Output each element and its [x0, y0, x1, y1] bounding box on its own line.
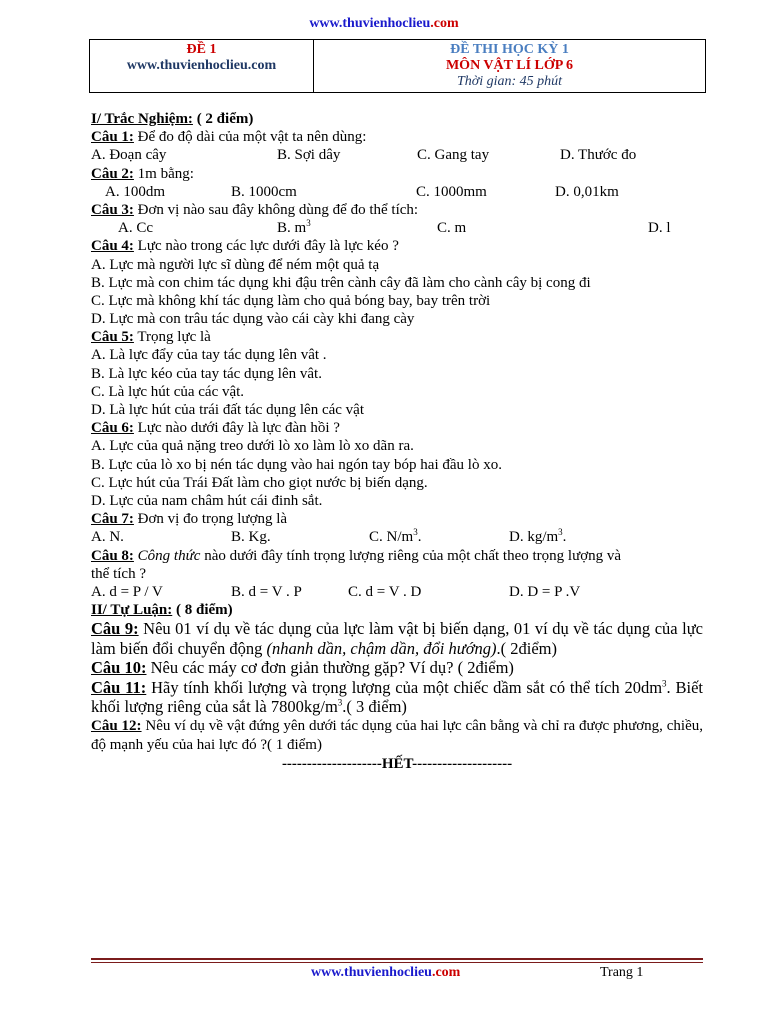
q11-sup-2: 3: [337, 697, 343, 708]
end-dashes-left: --------------------: [281, 755, 382, 772]
q12-label: Câu 12:: [91, 717, 142, 734]
q7-option-d-end: .: [562, 529, 567, 546]
q7-option-c-text: C. N/m: [369, 529, 414, 546]
q2-text: 1m bằng:: [133, 165, 194, 182]
q2-option-a: A. 100dm: [105, 183, 165, 200]
q3-option-a: A. Cc: [118, 220, 153, 237]
q6-label: Câu 6:: [91, 420, 134, 437]
part2-heading: [91, 601, 703, 619]
question-7: [91, 510, 703, 528]
q9-end: .( 2điểm): [496, 638, 557, 658]
header-site-link[interactable]: www.thuvienhoclieu.com: [126, 58, 277, 73]
q2-option-b: B. 1000cm: [231, 183, 297, 200]
q6-text: Lực nào dưới đây là lực đàn hồi ?: [133, 420, 340, 437]
footer-site-link[interactable]: [311, 965, 460, 981]
q11-label: Câu 11:: [91, 677, 147, 697]
q4-option-c: C. Lực mà không khí tác dụng làm cho quả bóng bay, bay trên trời: [91, 292, 491, 309]
q2-options: [91, 183, 703, 201]
q7-option-b: B. Kg.: [231, 529, 271, 546]
q5-option-a: A. Là lực đẩy của tay tác dụng lên vât .: [91, 347, 327, 364]
q4-text: Lực nào trong các lực dưới đây là lực kéo ?: [133, 238, 399, 255]
q7-option-d-text: D. kg/m: [509, 529, 559, 546]
q7-options: [91, 528, 703, 546]
q5-option-c: C. Là lực hút của các vật.: [91, 383, 245, 400]
part1-title: I/ Trắc Nghiệm:: [91, 111, 193, 127]
q10-label: Câu 10:: [91, 658, 147, 678]
q3-option-d: D. l: [648, 220, 671, 237]
q3-label: Câu 3:: [91, 201, 134, 218]
end-dashes-right: --------------------: [412, 755, 513, 772]
q1-options: [91, 146, 703, 164]
q1-option-c: C. Gang tay: [417, 147, 490, 164]
part2-title: II/ Tự Luận:: [91, 602, 173, 619]
question-8: [91, 547, 703, 565]
q4-option-a: A. Lực mà người lực sĩ dùng để ném một quả tạ: [91, 256, 380, 273]
q8-label: Câu 8:: [91, 547, 134, 564]
question-4: [91, 237, 703, 255]
header-right-cell: [314, 40, 705, 92]
question-9: [91, 619, 703, 658]
question-11: [91, 678, 703, 717]
q5-text: Trọng lực là: [133, 329, 211, 346]
q11-text-2: . Biết khối lượng riêng của sắt là 7800kg/m: [91, 677, 703, 717]
q8-options: [91, 583, 703, 601]
q7-label: Câu 7:: [91, 511, 134, 528]
q2-option-d: D. 0,01km: [555, 183, 619, 200]
footer-rule-thin: [91, 962, 703, 963]
exam-header-table: [89, 39, 706, 93]
q4-option-b: B. Lực mà con chim tác dụng khi đậu trên cành cây đã làm cho cành cây bị cong đi: [91, 274, 591, 291]
q9-italic: (nhanh dần, chậm dần, đổi hướng): [266, 638, 497, 658]
q11-end: .( 3 điểm): [342, 697, 407, 717]
question-5: [91, 328, 703, 346]
q7-option-c-end: .: [417, 529, 422, 546]
part1-heading: [91, 110, 703, 128]
q1-option-a: A. Đoạn cây: [91, 147, 167, 164]
q3-option-b-sup: 3: [306, 218, 311, 229]
top-site-link[interactable]: [0, 16, 768, 32]
footer-rule-thick: [91, 958, 703, 960]
footer-site-tld: .com: [431, 965, 461, 980]
exam-content: [91, 110, 703, 773]
exam-code: ĐỀ 1: [186, 42, 217, 57]
question-10: [91, 658, 703, 678]
q9-label: Câu 9:: [91, 619, 139, 639]
q7-option-c-sup: 3: [413, 527, 418, 538]
q8-text: nào dưới đây tính trọng lượng riêng của một chất theo trọng lượng và: [200, 547, 622, 564]
q7-option-c: [369, 528, 421, 546]
top-site-domain: www.thuvienhoclieu: [309, 16, 431, 31]
q12-text: Nêu ví dụ về vật đứng yên dưới tác dụng của hai lực cân bằng và chỉ ra được phương, chiều, độ mạnh yếu của hai lực đó ?( 1 điểm): [91, 717, 703, 753]
q4-label: Câu 4:: [91, 238, 134, 255]
q5-option-b: B. Là lực kéo của tay tác dụng lên vât.: [91, 365, 322, 382]
q3-option-b-text: B. m: [277, 220, 307, 237]
q2-label: Câu 2:: [91, 165, 134, 182]
q6-option-b: B. Lực của lò xo bị nén tác dụng vào hai ngón tay bóp hai đầu lò xo.: [91, 456, 502, 473]
q3-options: [91, 219, 703, 237]
part2-points: ( 8 điểm): [172, 602, 233, 619]
q7-text: Đơn vị đo trọng lượng là: [133, 511, 288, 528]
q8-text-cont: thể tích ?: [91, 565, 146, 582]
exam-title: ĐỀ THI HỌC KỲ 1: [450, 42, 569, 57]
q4-option-d: D. Lực mà con trâu tác dụng vào cái cày khi đang cày: [91, 311, 415, 328]
end-marker: [91, 755, 703, 773]
header-left-cell: [90, 40, 314, 92]
page-number: Trang 1: [600, 965, 644, 980]
part1-points: ( 2 điểm): [192, 111, 254, 127]
q1-option-d: D. Thước đo: [560, 147, 637, 164]
q3-option-c: C. m: [437, 220, 467, 237]
top-site-tld: .com: [430, 16, 459, 31]
q8-option-d: D. D = P .V: [509, 583, 581, 600]
q5-label: Câu 5:: [91, 329, 134, 346]
end-word: HẾT: [381, 755, 413, 772]
q11-sup-1: 3: [662, 678, 667, 689]
q7-option-a: A. N.: [91, 529, 124, 546]
q2-option-c: C. 1000mm: [416, 183, 487, 200]
q1-label: Câu 1:: [91, 129, 134, 146]
q6-option-d: D. Lực của nam châm hút cái đinh sắt.: [91, 492, 323, 509]
question-1: [91, 128, 703, 146]
footer-site-domain: www.thuvienhoclieu: [311, 965, 432, 980]
q7-option-d-sup: 3: [558, 527, 563, 538]
q11-text: Hãy tính khối lượng và trọng lượng của một chiếc dầm sắt có thể tích 20dm: [146, 677, 663, 697]
q1-text: Để đo độ dài của một vật ta nên dùng:: [133, 129, 367, 146]
exam-duration: Thời gian: 45 phút: [456, 74, 563, 89]
q6-option-c: C. Lực hút của Trái Đất làm cho giọt nước bị biến dạng.: [91, 474, 428, 491]
q1-option-b: B. Sợi dây: [277, 147, 341, 164]
q5-option-d: D. Là lực hút của trái đất tác dụng lên các vật: [91, 402, 365, 418]
q10-text: Nêu các máy cơ đơn giản thường gặp? Ví dụ? ( 2điểm): [146, 658, 514, 678]
q8-italic: Công thức: [137, 547, 201, 564]
q9-text: Nêu 01 ví dụ về tác dụng của lực làm vật bị biến dạng, 01 ví dụ về tác dụng của lực làm biến đổi chuyển động: [91, 619, 703, 658]
q8-option-b: B. d = V . P: [231, 583, 302, 600]
question-6: [91, 419, 703, 437]
q6-option-a: A. Lực của quả nặng treo dưới lò xo làm lò xo dãn ra.: [91, 438, 414, 455]
question-2: [91, 165, 703, 183]
question-12: [91, 717, 703, 755]
subject-title: MÔN VẬT LÍ LỚP 6: [445, 58, 574, 73]
question-3: [91, 201, 703, 219]
q8-option-c: C. d = V . D: [348, 583, 422, 600]
q8-option-a: A. d = P / V: [91, 583, 163, 600]
q7-option-d: [509, 528, 566, 546]
q3-option-b: [277, 219, 311, 237]
q3-text: Đơn vị nào sau đây không dùng để đo thể tích:: [133, 201, 419, 218]
